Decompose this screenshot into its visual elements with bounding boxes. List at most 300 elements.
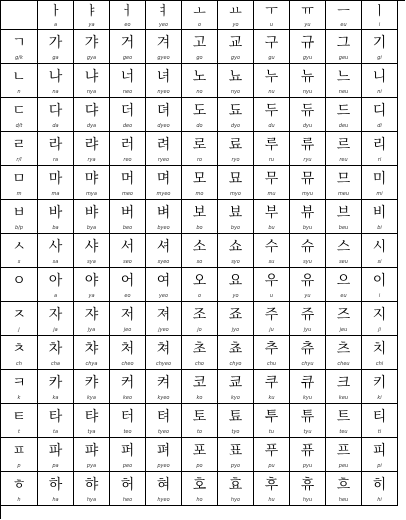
syllable-cell [110, 200, 146, 234]
syllable-cell-romanization: ryeo [157, 157, 170, 163]
syllable-cell-glyph: 치 [372, 341, 387, 357]
syllable-cell-romanization: dyu [302, 123, 313, 129]
syllable-cell [290, 336, 326, 370]
syllable-cell-romanization: mi [376, 191, 383, 197]
syllable-cell-romanization: si [377, 259, 382, 265]
syllable-cell-romanization: jyo [231, 327, 240, 333]
syllable-cell [254, 98, 290, 132]
consonant-header-cell-glyph: ㅇ [12, 273, 26, 289]
syllable-cell-romanization: dyo [230, 123, 241, 129]
consonant-header-cell-glyph: ㄹ [12, 137, 26, 153]
consonant-header-cell-glyph: ㄱ [12, 35, 26, 51]
syllable-cell-romanization: ja [53, 327, 58, 333]
syllable-cell [362, 166, 398, 200]
syllable-cell-romanization: kyo [231, 395, 240, 401]
consonant-header-cell-romanization: g/k [15, 55, 23, 61]
consonant-header-cell [1, 370, 38, 404]
syllable-cell [362, 404, 398, 438]
vowel-header-cell [110, 1, 146, 30]
syllable-cell-glyph: 초 [192, 341, 207, 357]
syllable-cell [74, 30, 110, 64]
consonant-row [1, 268, 405, 302]
consonant-header-cell [1, 132, 38, 166]
syllable-cell [146, 98, 182, 132]
syllable-cell [254, 404, 290, 438]
syllable-cell-glyph: 표 [228, 443, 243, 459]
syllable-cell [74, 302, 110, 336]
syllable-cell-glyph: 이 [372, 273, 387, 289]
consonant-header-cell [1, 64, 38, 98]
consonant-row [1, 234, 405, 268]
syllable-cell-glyph: 소 [192, 239, 207, 255]
syllable-cell-romanization: reo [123, 157, 132, 163]
syllable-cell-glyph: 큐 [300, 375, 315, 391]
syllable-cell [362, 234, 398, 268]
syllable-cell-romanization: ma [51, 191, 60, 197]
consonant-header-cell [1, 30, 38, 64]
syllable-cell-glyph: 쇼 [228, 239, 243, 255]
syllable-cell-romanization: pyu [302, 463, 313, 469]
syllable-cell [326, 166, 362, 200]
syllable-cell-glyph: 파 [48, 443, 63, 459]
vowel-header-cell-glyph: ㅏ [49, 4, 62, 19]
syllable-cell [38, 200, 74, 234]
syllable-cell-glyph: 느 [336, 69, 351, 85]
syllable-cell-glyph: 트 [336, 409, 351, 425]
vowel-header-cell-glyph: ㅗ [193, 4, 206, 19]
syllable-cell [74, 336, 110, 370]
syllable-cell-glyph: 랴 [84, 137, 99, 153]
syllable-cell-romanization: mya [86, 191, 97, 197]
syllable-cell-glyph: 뉴 [300, 69, 315, 85]
syllable-cell [218, 268, 254, 302]
syllable-cell-romanization: pu [268, 463, 275, 469]
syllable-cell-glyph: 러 [120, 137, 135, 153]
syllable-cell-romanization: ta [52, 429, 59, 435]
syllable-cell-romanization: syo [231, 259, 240, 265]
syllable-cell-glyph: 쥬 [300, 307, 315, 323]
syllable-cell [290, 472, 326, 506]
syllable-cell-romanization: deu [338, 123, 349, 129]
syllable-cell-glyph: 며 [156, 171, 171, 187]
syllable-cell [146, 370, 182, 404]
consonant-header-cell-glyph: ㅂ [12, 205, 26, 221]
syllable-cell-romanization: jeo [123, 327, 132, 333]
syllable-cell-glyph: 노 [192, 69, 207, 85]
consonant-header-cell [1, 166, 38, 200]
syllable-cell-romanization: eo [124, 293, 131, 299]
vowel-header-cell [38, 1, 74, 30]
syllable-cell [218, 234, 254, 268]
syllable-cell-glyph: 아 [48, 273, 63, 289]
syllable-cell [290, 268, 326, 302]
syllable-cell-glyph: 두 [264, 103, 279, 119]
syllable-cell [38, 64, 74, 98]
syllable-cell [146, 200, 182, 234]
syllable-cell [218, 336, 254, 370]
syllable-cell-glyph: 후 [264, 477, 279, 493]
syllable-cell-glyph: 뎌 [156, 103, 171, 119]
syllable-cell [254, 64, 290, 98]
syllable-cell [38, 370, 74, 404]
vowel-header-cell-romanization: u [269, 22, 274, 28]
syllable-cell-romanization: bya [86, 225, 97, 231]
syllable-cell [290, 30, 326, 64]
syllable-cell-romanization: chyu [301, 361, 314, 367]
syllable-cell [290, 370, 326, 404]
syllable-cell [74, 404, 110, 438]
syllable-cell-romanization: ti [377, 429, 382, 435]
syllable-cell-romanization: dyeo [157, 123, 170, 129]
syllable-cell-romanization: nyo [230, 89, 241, 95]
syllable-cell [38, 98, 74, 132]
consonant-header-cell-glyph: ㅌ [12, 409, 26, 425]
syllable-cell-glyph: 뮤 [300, 171, 315, 187]
syllable-cell-glyph: 다 [48, 103, 63, 119]
syllable-cell [146, 64, 182, 98]
syllable-cell-romanization: pya [86, 463, 97, 469]
syllable-cell-romanization: ru [268, 157, 275, 163]
syllable-cell-glyph: 버 [120, 205, 135, 221]
syllable-cell-romanization: tu [268, 429, 275, 435]
syllable-cell-romanization: kya [87, 395, 96, 401]
vowel-header-cell-glyph: ㅠ [301, 4, 314, 19]
syllable-cell-romanization: jyu [303, 327, 312, 333]
syllable-cell-romanization: pi [377, 463, 382, 469]
syllable-cell-romanization: neu [338, 89, 349, 95]
syllable-cell-romanization: gi [377, 55, 382, 61]
syllable-cell-romanization: hyeo [157, 497, 170, 503]
vowel-header-cell-glyph: ㅜ [265, 4, 278, 19]
vowel-header-cell [254, 1, 290, 30]
syllable-cell [182, 268, 218, 302]
syllable-cell-glyph: 그 [336, 35, 351, 51]
syllable-cell-glyph: 뱌 [84, 205, 99, 221]
syllable-cell-glyph: 겨 [156, 35, 171, 51]
syllable-cell [146, 472, 182, 506]
syllable-cell [74, 268, 110, 302]
syllable-cell [38, 234, 74, 268]
syllable-cell [290, 64, 326, 98]
syllable-cell-romanization: do [196, 123, 203, 129]
syllable-cell-romanization: gu [268, 55, 275, 61]
consonant-header-cell-romanization: m [16, 191, 22, 197]
syllable-cell [254, 302, 290, 336]
corner-cell [1, 1, 38, 30]
syllable-cell-romanization: yo [232, 293, 239, 299]
syllable-cell-glyph: 툐 [228, 409, 243, 425]
syllable-cell-romanization: tyeo [157, 429, 170, 435]
syllable-cell-romanization: pa [52, 463, 59, 469]
syllable-cell-glyph: 루 [264, 137, 279, 153]
syllable-cell-glyph: 듀 [300, 103, 315, 119]
syllable-cell [218, 472, 254, 506]
vowel-header-cell [182, 1, 218, 30]
syllable-cell [254, 234, 290, 268]
syllable-cell [74, 472, 110, 506]
syllable-cell-romanization: ko [196, 395, 203, 401]
syllable-cell [146, 268, 182, 302]
syllable-cell-glyph: 토 [192, 409, 207, 425]
syllable-cell [326, 200, 362, 234]
vowel-header-cell-glyph: ㅡ [337, 4, 350, 19]
syllable-cell-glyph: 스 [336, 239, 351, 255]
vowel-header-cell-romanization: a [53, 22, 58, 28]
syllable-cell-romanization: di [377, 123, 382, 129]
vowel-header-cell-romanization: o [197, 22, 202, 28]
syllable-cell [362, 132, 398, 166]
syllable-cell-glyph: 샤 [84, 239, 99, 255]
syllable-cell-romanization: jyeo [158, 327, 169, 333]
syllable-cell-glyph: 으 [336, 273, 351, 289]
syllable-cell [182, 370, 218, 404]
syllable-cell-romanization: sa [52, 259, 59, 265]
syllable-cell-glyph: 로 [192, 137, 207, 153]
syllable-cell-glyph: 쟈 [84, 307, 99, 323]
syllable-cell-glyph: 저 [120, 307, 135, 323]
syllable-cell [38, 438, 74, 472]
syllable-cell-glyph: 퓨 [300, 443, 315, 459]
syllable-cell-romanization: rya [87, 157, 96, 163]
syllable-cell [218, 98, 254, 132]
syllable-cell [290, 438, 326, 472]
syllable-cell [290, 200, 326, 234]
syllable-cell-romanization: ju [269, 327, 274, 333]
syllable-cell [182, 98, 218, 132]
vowel-header-cell-glyph: ㅣ [373, 4, 386, 19]
syllable-cell-glyph: 뷰 [300, 205, 315, 221]
vowel-header-cell-glyph: ㅑ [85, 4, 98, 19]
syllable-cell-romanization: cheo [121, 361, 134, 367]
syllable-cell-glyph: 허 [120, 477, 135, 493]
consonant-header-cell-glyph: ㅊ [12, 341, 26, 357]
syllable-cell [146, 132, 182, 166]
syllable-cell-romanization: ho [196, 497, 203, 503]
syllable-cell [218, 438, 254, 472]
consonant-row [1, 404, 405, 438]
syllable-cell-glyph: 먀 [84, 171, 99, 187]
syllable-cell-glyph: 효 [228, 477, 243, 493]
syllable-cell-romanization: ba [52, 225, 59, 231]
vowel-header-cell-romanization: ya [88, 22, 95, 28]
syllable-cell-glyph: 냐 [84, 69, 99, 85]
syllable-cell-glyph: 어 [120, 273, 135, 289]
syllable-cell-romanization: beu [338, 225, 349, 231]
syllable-cell-romanization: tyu [303, 429, 312, 435]
vowel-header-cell-romanization: i [378, 22, 381, 28]
syllable-cell [326, 472, 362, 506]
syllable-cell [218, 64, 254, 98]
syllable-cell-glyph: 요 [228, 273, 243, 289]
syllable-cell [182, 404, 218, 438]
syllable-cell-romanization: myo [230, 191, 241, 197]
syllable-cell-romanization: reu [339, 157, 348, 163]
syllable-cell-romanization: du [268, 123, 275, 129]
syllable-cell [290, 404, 326, 438]
syllable-cell-glyph: 튜 [300, 409, 315, 425]
consonant-header-cell [1, 438, 38, 472]
syllable-cell-romanization: dya [86, 123, 97, 129]
consonant-row [1, 132, 405, 166]
syllable-cell [182, 472, 218, 506]
syllable-cell-romanization: cho [195, 361, 204, 367]
syllable-cell [38, 336, 74, 370]
syllable-cell [362, 370, 398, 404]
syllable-cell-glyph: 수 [264, 239, 279, 255]
syllable-cell-glyph: 바 [48, 205, 63, 221]
vowel-header-cell [218, 1, 254, 30]
syllable-cell [218, 302, 254, 336]
consonant-header-cell [1, 234, 38, 268]
syllable-cell-glyph: 누 [264, 69, 279, 85]
syllable-cell-glyph: 터 [120, 409, 135, 425]
consonant-header-cell-romanization: b/p [14, 225, 24, 231]
vowel-header-cell-romanization: eu [340, 22, 347, 28]
vowel-header-cell-romanization: yeo [158, 22, 169, 28]
consonant-header-cell-romanization: r/l [16, 157, 22, 163]
syllable-cell [74, 234, 110, 268]
syllable-cell [110, 98, 146, 132]
syllable-cell-romanization: gyeo [157, 55, 170, 61]
syllable-cell-romanization: peu [338, 463, 349, 469]
syllable-cell-romanization: u [269, 293, 274, 299]
syllable-cell-glyph: 디 [372, 103, 387, 119]
consonant-header-cell-romanization: j [18, 327, 20, 333]
consonant-row [1, 302, 405, 336]
consonant-row [1, 370, 405, 404]
syllable-cell-romanization: a [53, 293, 58, 299]
consonant-header-cell [1, 336, 38, 370]
syllable-cell-glyph: 리 [372, 137, 387, 153]
syllable-cell-glyph: 시 [372, 239, 387, 255]
syllable-cell-romanization: teo [123, 429, 132, 435]
syllable-cell-romanization: geu [338, 55, 349, 61]
syllable-cell-romanization: jya [87, 327, 96, 333]
syllable-cell [326, 64, 362, 98]
syllable-cell-romanization: na [52, 89, 59, 95]
consonant-row [1, 98, 405, 132]
syllable-cell [290, 302, 326, 336]
syllable-cell [110, 370, 146, 404]
vowel-header-cell-glyph: ㅛ [229, 4, 242, 19]
syllable-cell [146, 30, 182, 64]
syllable-cell-romanization: hyu [302, 497, 313, 503]
syllable-cell [38, 404, 74, 438]
syllable-cell [38, 132, 74, 166]
consonant-header-cell [1, 472, 38, 506]
syllable-cell [326, 30, 362, 64]
vowel-header-cell [74, 1, 110, 30]
syllable-cell [326, 98, 362, 132]
syllable-cell-romanization: po [196, 463, 203, 469]
syllable-cell [290, 166, 326, 200]
syllable-cell [218, 370, 254, 404]
syllable-cell [326, 370, 362, 404]
vowel-header-cell-glyph: ㅕ [157, 4, 170, 19]
syllable-cell [326, 268, 362, 302]
syllable-cell-glyph: 햐 [84, 477, 99, 493]
syllable-cell-glyph: 미 [372, 171, 387, 187]
syllable-cell [110, 132, 146, 166]
syllable-cell [362, 98, 398, 132]
syllable-cell-romanization: cha [51, 361, 60, 367]
syllable-cell-glyph: 여 [156, 273, 171, 289]
syllable-cell-romanization: byu [302, 225, 313, 231]
syllable-cell [38, 268, 74, 302]
syllable-cell-romanization: ha [52, 497, 59, 503]
syllable-cell-glyph: 가 [48, 35, 63, 51]
syllable-cell-glyph: 브 [336, 205, 351, 221]
syllable-cell-glyph: 혀 [156, 477, 171, 493]
syllable-cell [290, 98, 326, 132]
syllable-cell-glyph: 휴 [300, 477, 315, 493]
vowel-header-cell-glyph: ㅓ [121, 4, 134, 19]
syllable-cell-glyph: 펴 [156, 443, 171, 459]
syllable-cell-romanization: tyo [231, 429, 240, 435]
syllable-cell [74, 166, 110, 200]
syllable-cell [362, 438, 398, 472]
syllable-cell-glyph: 유 [300, 273, 315, 289]
syllable-cell [146, 404, 182, 438]
consonant-row [1, 64, 405, 98]
syllable-cell [110, 472, 146, 506]
syllable-cell-romanization: syu [303, 259, 312, 265]
syllable-cell-romanization: sya [87, 259, 96, 265]
syllable-cell [146, 302, 182, 336]
syllable-cell-romanization: ni [377, 89, 382, 95]
syllable-cell-glyph: 티 [372, 409, 387, 425]
syllable-cell-glyph: 텨 [156, 409, 171, 425]
syllable-cell-romanization: heu [338, 497, 349, 503]
syllable-cell-romanization: da [52, 123, 59, 129]
syllable-cell [74, 64, 110, 98]
syllable-cell [290, 132, 326, 166]
syllable-cell-glyph: 하 [48, 477, 63, 493]
syllable-cell-romanization: ki [377, 395, 382, 401]
syllable-cell-glyph: 차 [48, 341, 63, 357]
syllable-cell-glyph: 뵤 [228, 205, 243, 221]
syllable-cell [74, 200, 110, 234]
consonant-row [1, 472, 405, 506]
syllable-cell-romanization: bi [377, 225, 382, 231]
consonant-header-cell [1, 200, 38, 234]
syllable-cell-glyph: 자 [48, 307, 63, 323]
syllable-cell-romanization: i [378, 293, 381, 299]
syllable-cell [182, 438, 218, 472]
syllable-cell-romanization: gyu [302, 55, 313, 61]
syllable-cell-glyph: 쵸 [228, 341, 243, 357]
syllable-cell-romanization: byo [230, 225, 241, 231]
syllable-cell-romanization: chya [85, 361, 98, 367]
consonant-header-cell-romanization: h [17, 497, 21, 503]
syllable-cell-glyph: 퍼 [120, 443, 135, 459]
syllable-cell-romanization: yu [304, 293, 311, 299]
syllable-cell-romanization: keu [338, 395, 349, 401]
syllable-cell-glyph: 더 [120, 103, 135, 119]
syllable-cell-glyph: 댜 [84, 103, 99, 119]
syllable-cell-glyph: 비 [372, 205, 387, 221]
syllable-cell-romanization: no [196, 89, 203, 95]
syllable-cell-glyph: 교 [228, 35, 243, 51]
syllable-cell [254, 268, 290, 302]
syllable-cell-glyph: 고 [192, 35, 207, 51]
syllable-cell-romanization: keo [122, 395, 133, 401]
syllable-cell-glyph: 니 [372, 69, 387, 85]
syllable-cell [362, 200, 398, 234]
syllable-cell [254, 370, 290, 404]
syllable-cell [362, 336, 398, 370]
syllable-cell-glyph: 사 [48, 239, 63, 255]
